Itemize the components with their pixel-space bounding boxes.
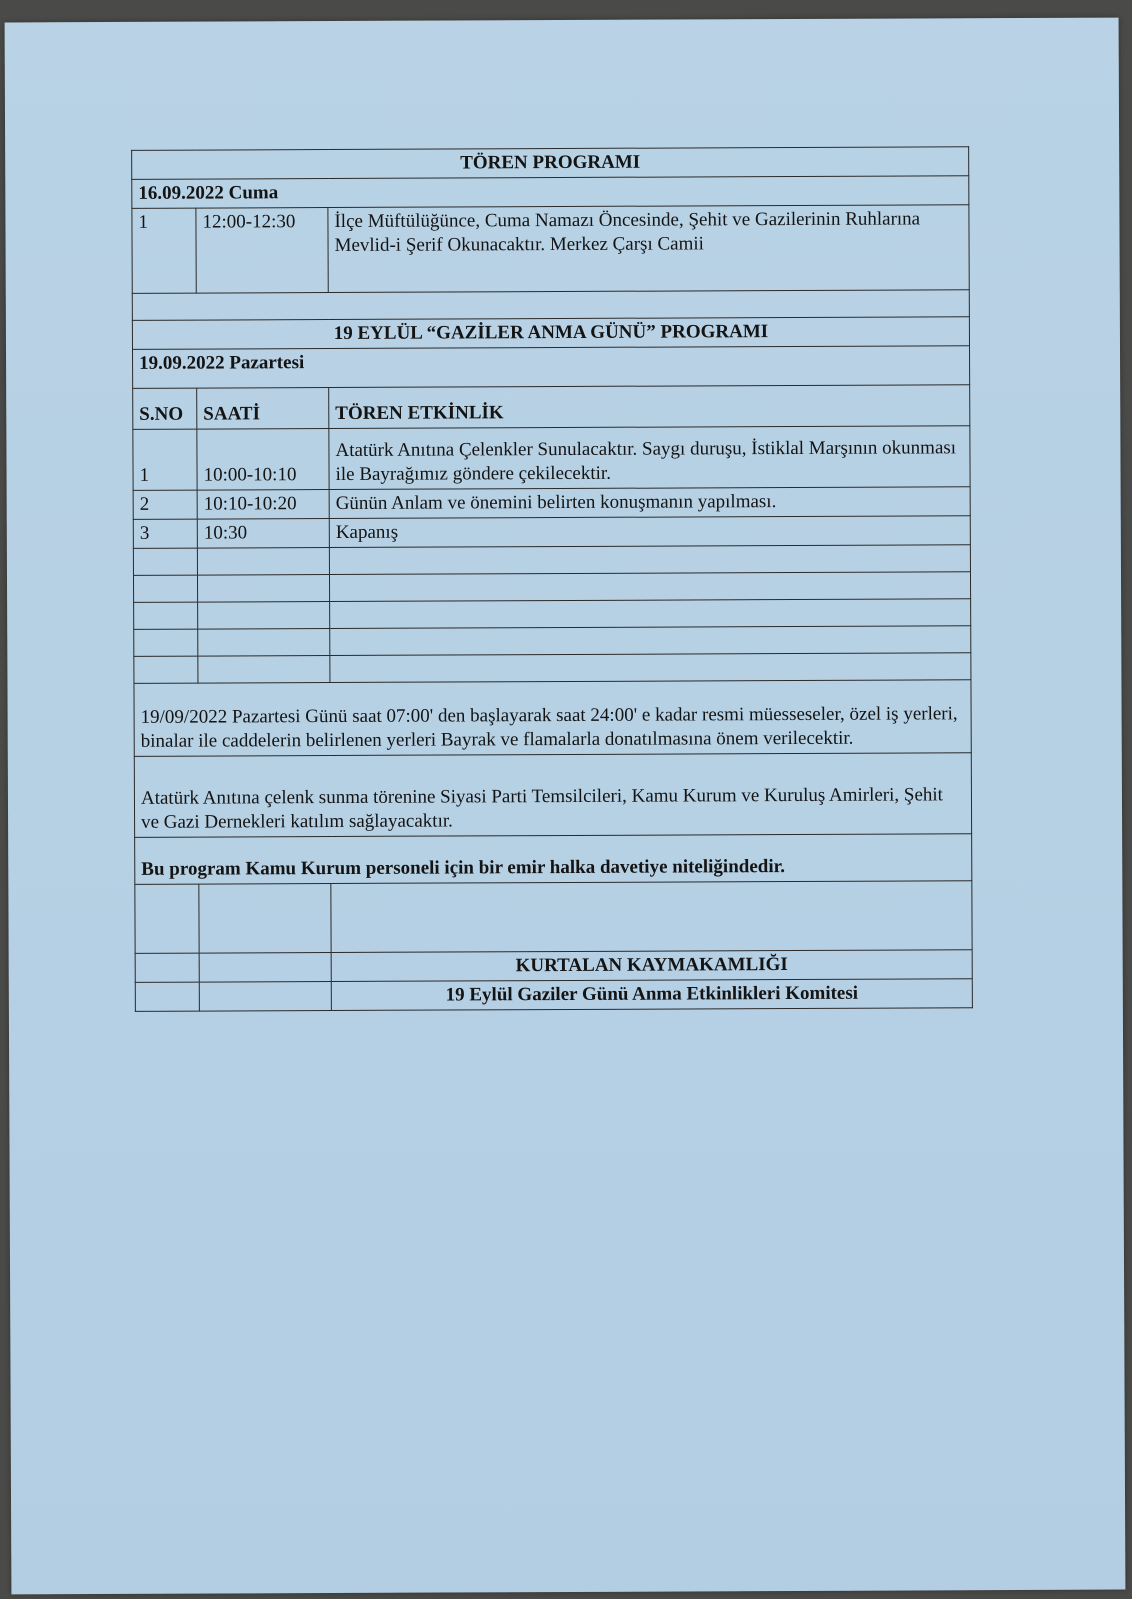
day2-row-1 — [133, 426, 970, 491]
attendance-note: Atatürk Anıtına çelenk sunma törenine Siyasi Parti Temsilcileri, Kamu Kurum ve Kuruluş Amirleri, Şehit ve Gazi Dernekleri katılım sağlayacaktır. — [134, 753, 971, 838]
empty-row — [133, 545, 970, 576]
program-document — [131, 146, 973, 1012]
day2-row-1-time: 10:00-10:10 — [197, 429, 329, 491]
spacer-row — [132, 290, 969, 321]
empty-row — [133, 572, 970, 603]
day1-row-text: İlçe Müftülüğünce, Cuma Namazı Öncesinde, Şehit ve Gazilerinin Ruhlarına Mevlid-i Şerif Okunacaktır. Merkez Çarşı Camii — [328, 205, 969, 293]
empty-row — [134, 599, 971, 630]
committee-name: 19 Eylül Gaziler Günü Anma Etkinlikleri Komitesi — [331, 979, 972, 1011]
program-table — [131, 146, 973, 1012]
day2-row-2-no: 2 — [133, 490, 197, 519]
day2-header-row — [133, 385, 970, 430]
day2-row-2-text: Günün Anlam ve önemini belirten konuşmanın yapılması. — [329, 487, 970, 519]
day2-row-2-time: 10:10-10:20 — [197, 490, 329, 520]
day1-date: 16.09.2022 Cuma — [132, 176, 969, 209]
day2-row-3-text: Kapanış — [329, 516, 970, 548]
program-title-row — [132, 147, 969, 180]
empty-row — [134, 626, 971, 657]
paper-sheet — [5, 18, 1126, 1595]
day2-row-1-text: Atatürk Anıtına Çelenkler Sunulacaktır. Saygı duruşu, İstiklal Marşının okunması ile Bayrağımız göndere çekilecektir. — [329, 426, 970, 490]
invitation-note-row — [135, 834, 972, 885]
signature-spacer-row — [135, 881, 972, 954]
day2-row-2 — [133, 487, 970, 520]
section2-title: 19 EYLÜL “GAZİLER ANMA GÜNÜ” PROGRAMI — [132, 317, 969, 350]
day2-date-row — [133, 346, 970, 389]
section2-title-row — [132, 317, 969, 350]
header-etkinlik: TÖREN ETKİNLİK — [329, 385, 970, 429]
day2-row-1-no: 1 — [133, 429, 197, 490]
authority-row — [135, 950, 972, 983]
day1-row-time: 12:00-12:30 — [196, 208, 328, 294]
invitation-note: Bu program Kamu Kurum personeli için bir emir halka davetiye niteliğindedir. — [135, 834, 972, 885]
header-saati: SAATİ — [197, 388, 329, 430]
committee-row — [135, 979, 972, 1012]
program-title: TÖREN PROGRAMI — [132, 147, 969, 180]
day1-event-row — [132, 205, 969, 294]
day1-row-no: 1 — [132, 208, 196, 293]
flags-note: 19/09/2022 Pazartesi Günü saat 07:00' den başlayarak saat 24:00' e kadar resmi müesseseler, özel iş yerleri, binalar ile caddelerin belirlenen yerleri Bayrak ve flamalarla donatılmasına önem verilecektir. — [134, 680, 971, 757]
flags-note-row — [134, 680, 971, 757]
attendance-note-row — [134, 753, 971, 838]
day2-row-3-no: 3 — [133, 519, 197, 548]
day2-row-3-time: 10:30 — [197, 519, 329, 549]
header-sno: S.NO — [133, 388, 197, 429]
day2-date: 19.09.2022 Pazartesi — [133, 346, 970, 389]
day1-date-row — [132, 176, 969, 209]
day2-row-3 — [133, 516, 970, 549]
authority-name: KURTALAN KAYMAKAMLIĞI — [331, 950, 972, 982]
empty-row — [134, 653, 971, 684]
